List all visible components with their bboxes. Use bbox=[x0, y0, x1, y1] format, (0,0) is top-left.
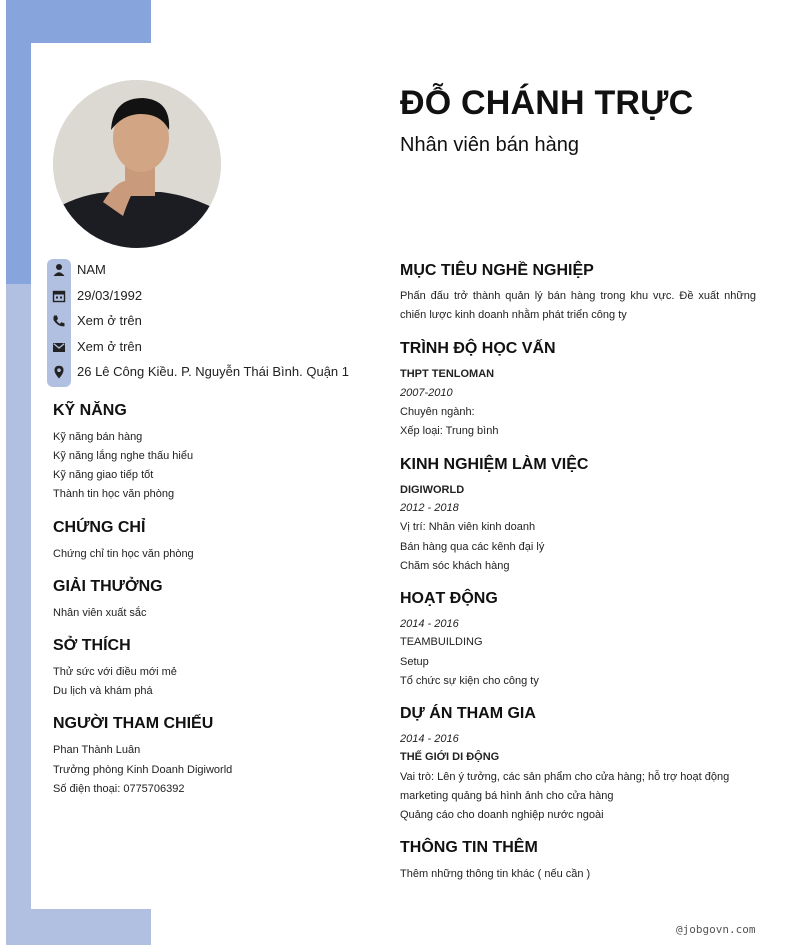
birthday-text: 29/03/1992 bbox=[77, 288, 143, 303]
skills-title: KỸ NĂNG bbox=[53, 402, 127, 419]
experience-company: DIGIWORLD bbox=[400, 484, 465, 496]
project-line: Vai trò: Lên ý tưởng, các sản phẩm cho cửa hàng; hỗ trợ hoạt động bbox=[400, 771, 730, 783]
person-icon bbox=[51, 262, 67, 278]
experience-period: 2012 - 2018 bbox=[400, 502, 459, 514]
activity-desc: Tổ chức sự kiện cho công ty bbox=[400, 675, 539, 687]
hobbies-title: SỞ THÍCH bbox=[53, 637, 131, 654]
project-period: 2014 - 2016 bbox=[400, 733, 459, 745]
award-item: Nhân viên xuất sắc bbox=[53, 607, 147, 619]
hobby-item: Du lịch và khám phá bbox=[53, 685, 153, 697]
experience-title: KINH NGHIỆM LÀM VIỆC bbox=[400, 456, 589, 473]
activity-name: TEAMBUILDING bbox=[400, 636, 483, 648]
skill-item: Kỹ năng giao tiếp tốt bbox=[53, 469, 154, 481]
experience-duty: Chăm sóc khách hàng bbox=[400, 560, 510, 572]
activities-title: HOẠT ĐỘNG bbox=[400, 590, 498, 607]
skill-item: Thành tin học văn phòng bbox=[53, 488, 175, 500]
hobby-item: Thử sức với điều mới mẻ bbox=[53, 666, 177, 678]
email-text[interactable]: Xem ở trên bbox=[77, 339, 142, 354]
education-grade: Xếp loại: Trung bình bbox=[400, 425, 499, 437]
activity-period: 2014 - 2016 bbox=[400, 618, 459, 630]
calendar-icon bbox=[51, 288, 67, 304]
awards-title: GIẢI THƯỞNG bbox=[53, 578, 163, 595]
reference-item: Phan Thành Luân bbox=[53, 744, 141, 756]
phone-text[interactable]: Xem ở trên bbox=[77, 313, 142, 328]
objective-text: Phấn đấu trở thành quản lý bán hàng trong khu vực. Đề xuất những chiến lược kinh doanh nhằm phát triển công ty bbox=[400, 290, 756, 321]
skill-item: Kỹ năng lắng nghe thấu hiểu bbox=[53, 450, 194, 462]
gender-text: NAM bbox=[77, 262, 106, 277]
extra-info-title: THÔNG TIN THÊM bbox=[400, 839, 538, 856]
skill-item: Kỹ năng bán hàng bbox=[53, 431, 143, 443]
full-name: ĐỖ CHÁNH TRỰC bbox=[400, 84, 694, 122]
activity-role: Setup bbox=[400, 656, 429, 668]
certificate-item: Chứng chỉ tin học văn phòng bbox=[53, 548, 194, 560]
objective-title: MỤC TIÊU NGHỀ NGHIỆP bbox=[400, 262, 594, 279]
experience-role: Vị trí: Nhân viên kinh doanh bbox=[400, 521, 536, 533]
certificates-title: CHỨNG CHỈ bbox=[53, 519, 146, 536]
reference-item: Số điện thoại: 0775706392 bbox=[53, 783, 185, 795]
references-title: NGƯỜI THAM CHIẾU bbox=[53, 715, 214, 732]
projects-title: DỰ ÁN THAM GIA bbox=[400, 705, 536, 722]
project-name: THẾ GIỚI DI ĐỘNG bbox=[400, 751, 500, 763]
project-line: Quảng cáo cho doanh nghiệp nước ngoài bbox=[400, 809, 604, 821]
watermark: @jobgovn.com bbox=[676, 923, 756, 936]
job-position: Nhân viên bán hàng bbox=[400, 134, 580, 156]
education-school: THPT TENLOMAN bbox=[400, 368, 495, 380]
education-period: 2007-2010 bbox=[400, 387, 453, 399]
reference-item: Trưởng phòng Kinh Doanh Digiworld bbox=[53, 764, 233, 776]
experience-duty: Bán hàng qua các kênh đại lý bbox=[400, 541, 545, 553]
education-major: Chuyên ngành: bbox=[400, 406, 475, 418]
mail-icon bbox=[51, 339, 67, 355]
address-text: 26 Lê Công Kiều. P. Nguyễn Thái Bình. Quận 1 bbox=[77, 364, 349, 379]
location-pin-icon bbox=[51, 364, 67, 380]
phone-icon bbox=[51, 313, 67, 329]
project-line: marketing quảng bá hình ảnh cho cửa hàng bbox=[400, 790, 614, 802]
extra-info-text: Thêm những thông tin khác ( nếu cần ) bbox=[400, 868, 591, 880]
portrait-photo bbox=[53, 80, 221, 248]
education-title: TRÌNH ĐỘ HỌC VẤN bbox=[400, 340, 556, 357]
